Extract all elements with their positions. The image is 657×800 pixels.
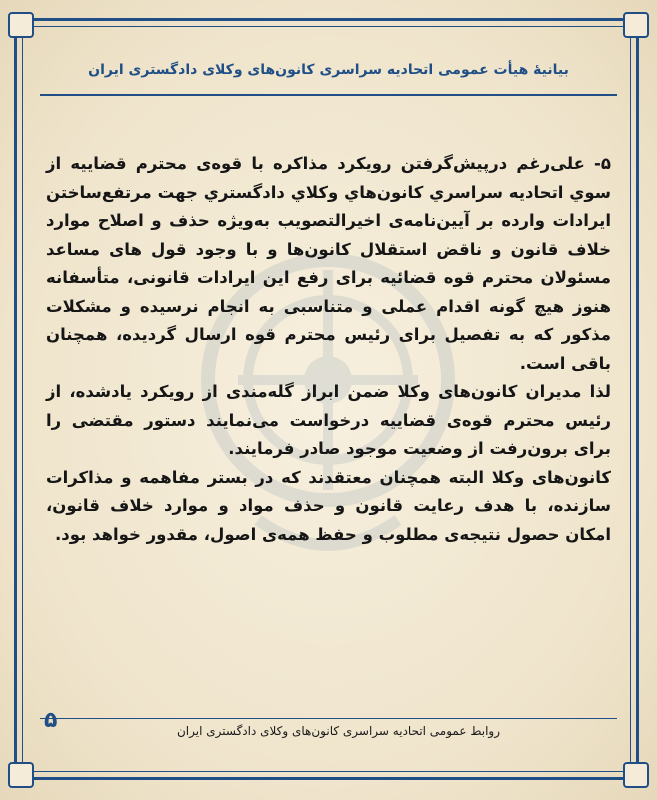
corner-ornament-bottom-left: [8, 762, 34, 788]
paragraph-closing: کانون‌های وکلا البته همچنان معتقدند که در بستر مفاهمه و مذاکرات سازنده، با هدف رعایت قانون و حذف مواد و موارد خلاف قانون، امکان حصول نتیجه‌ی مطلوب و حفظ همه‌ی اصول، مقدور خواهد بود.: [46, 467, 611, 544]
page-title: بیانیهٔ هیأت عمومی اتحادیه سراسری کانون‌های وکلای دادگستری ایران: [88, 62, 569, 78]
corner-ornament-top-left: [8, 12, 34, 38]
paragraph-5: ۵- علی‌رغم درپیش‌گرفتن رویکرد مذاکره با قوه‌ی محترم قضاییه از سوي اتحاديه سراسري كانون‌هاي وكلاي دادگستري جهت مرتفع‌ساختن ایرادات وارده بر آیین‌نامه‌ی اخیرالتصویب به‌ویژه حذف و اصلاح موارد خلاف قانون و ناقض استقلال کانون‌ها و با وجود قول های مساعد مسئولان محترم قوه قضائیه برای رفع این ایرادات قانونی، متأسفانه هنوز هیچ گونه اقدام عملی و متناسبی به انجام نرسیده و مشکلات مذکور که به تفصیل برای رئیس محترم قوه ارسال گردیده، همچنان باقی است.: [46, 154, 611, 373]
corner-ornament-bottom-right: [623, 762, 649, 788]
corner-ornament-top-right: [623, 12, 649, 38]
paragraph-request: لذا مدیران کانون‌های وکلا ضمن ابراز گله‌مندی از رویکرد یادشده، از رئیس محترم قوه‌ی قضاییه درخواست می‌نمایند دستور مقتضی را برای برون‌رفت از وضعیت موجود صادر فرمایند.: [46, 382, 611, 458]
footer-publisher: روابط عمومی اتحادیه سراسری کانون‌های وکلای دادگستری ایران: [176, 724, 500, 738]
footer-divider: [40, 718, 617, 719]
header-divider: [40, 94, 617, 96]
page-number: ۵: [44, 708, 58, 733]
statement-body: [46, 150, 611, 549]
